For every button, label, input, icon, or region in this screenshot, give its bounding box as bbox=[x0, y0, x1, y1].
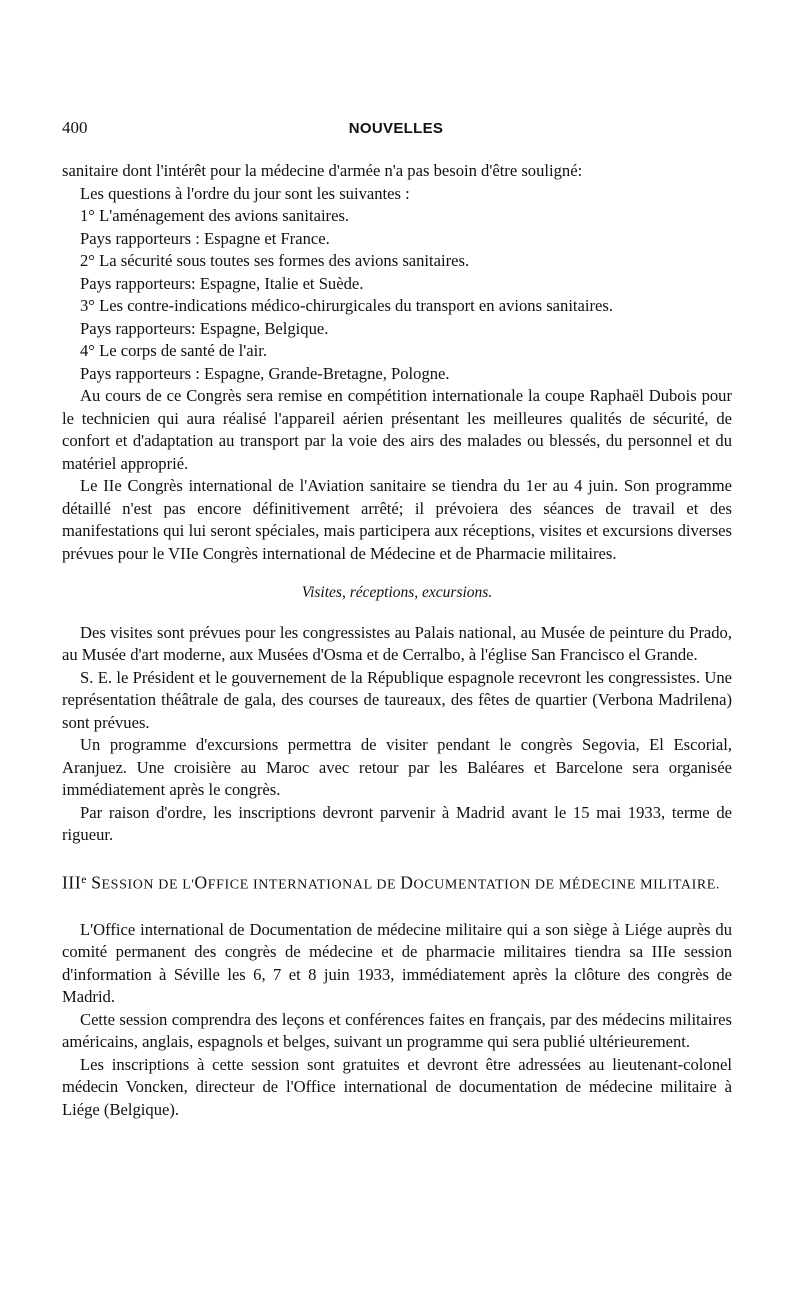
session-heading-initial: O bbox=[194, 872, 208, 893]
paragraph: S. E. le Président et le gouvernement de la République espagnole recevront les congressistes. Une représentation théâtrale de gala, des courses de taureaux, des fêtes de quartier (Verbona Madrilena) sont prévues. bbox=[62, 667, 732, 732]
agenda-item: 4° Le corps de santé de l'air. bbox=[80, 341, 268, 360]
session-heading bbox=[62, 869, 732, 897]
session-heading-roman: III bbox=[62, 872, 82, 893]
paragraph: Les inscriptions à cette session sont gratuites et devront être adressées au lieutenant-colonel médecin Voncken, directeur de l'Office international de documentation de médecine militaire à Liége (Belgique). bbox=[62, 1054, 732, 1119]
visites-section bbox=[62, 622, 732, 847]
aviation-congress-section bbox=[62, 160, 732, 565]
agenda-item: 3° Les contre-indications médico-chirurgicales du transport en avions sanitaires. bbox=[80, 296, 614, 315]
page-header bbox=[62, 118, 730, 144]
paragraph: Un programme d'excursions permettra de visiter pendant le congrès Segovia, El Escorial, Aranjuez. Une croisière au Maroc avec retour par les Baléares et Barcelone sera organisée immédiatement après le congrès. bbox=[62, 735, 732, 799]
page-content bbox=[62, 160, 732, 1121]
visites-heading: Visites, réceptions, excursions. bbox=[301, 584, 493, 601]
paragraph: sanitaire dont l'intérêt pour la médecine d'armée n'a pas besoin d'être souligné: bbox=[62, 161, 583, 180]
agenda-item: 1° L'aménagement des avions sanitaires. bbox=[80, 206, 350, 225]
paragraph: Cette session comprendra des leçons et conférences faites en français, par des médecins militaires américains, anglais, espagnols et belges, suivant un programme qui sera publié ultérieurement. bbox=[62, 1009, 732, 1052]
rapporteurs-line: Pays rapporteurs : Espagne et France. bbox=[80, 228, 330, 248]
rapporteurs-line: Pays rapporteurs : Espagne, Grande-Bretagne, Pologne. bbox=[80, 363, 450, 383]
session-heading-sup: e bbox=[81, 872, 88, 886]
session-heading-initial: D bbox=[400, 872, 414, 893]
rapporteurs-line: Pays rapporteurs: Espagne, Belgique. bbox=[80, 318, 329, 338]
rapporteurs-line: Pays rapporteurs: Espagne, Italie et Suède. bbox=[80, 273, 364, 293]
paragraph: L'Office international de Documentation de médecine militaire qui a son siège à Liége auprès du comité permanent des congrès de médecine et de pharmacie militaires tiendra sa IIIe session d'information à Séville les 6, 7 et 8 juin 1933, immédiatement après la clôture des congrès de Madrid. bbox=[62, 919, 732, 1007]
session-heading-text: OCUMENTATION DE MÉDECINE MILITAIRE. bbox=[413, 877, 721, 893]
session-heading-text: ESSION DE L' bbox=[101, 877, 195, 893]
agenda-item: 2° La sécurité sous toutes ses formes des avions sanitaires. bbox=[80, 251, 470, 270]
session-heading-text: FFICE INTERNATIONAL DE bbox=[207, 877, 401, 893]
paragraph: Par raison d'ordre, les inscriptions devront parvenir à Madrid avant le 15 mai 1933, terme de rigueur. bbox=[62, 802, 732, 844]
running-head: NOUVELLES bbox=[348, 120, 444, 137]
paragraph: Les questions à l'ordre du jour sont les suivantes : bbox=[80, 183, 410, 203]
paragraph: Le IIe Congrès international de l'Aviation sanitaire se tiendra du 1er au 4 juin. Son programme détaillé n'est pas encore définitivement arrêté; il prévoiera des séances de travail et des manifestations qui lui seront spéciales, mais participera aux réceptions, visites et excursions diverses prévues pour le VIIe Congrès international de Médecine et de Pharmacie militaires. bbox=[62, 476, 732, 563]
session-heading-initial: S bbox=[91, 872, 102, 893]
paragraph: Des visites sont prévues pour les congressistes au Palais national, au Musée de peinture du Prado, au Musée d'art moderne, aux Musées d'Osma et de Cerralbo, à l'église San Francisco el Grande. bbox=[62, 622, 732, 664]
paragraph: Au cours de ce Congrès sera remise en compétition internationale la coupe Raphaël Dubois pour le technicien qui aura réalisé l'appareil aérien présentant les meilleures qualités de sécurité, de confort et d'adaptation au transport par la voie des airs des malades ou blessés, du personnel et du matériel approprié. bbox=[62, 386, 732, 473]
session-section bbox=[62, 919, 732, 1122]
page-number: 400 bbox=[62, 118, 88, 137]
